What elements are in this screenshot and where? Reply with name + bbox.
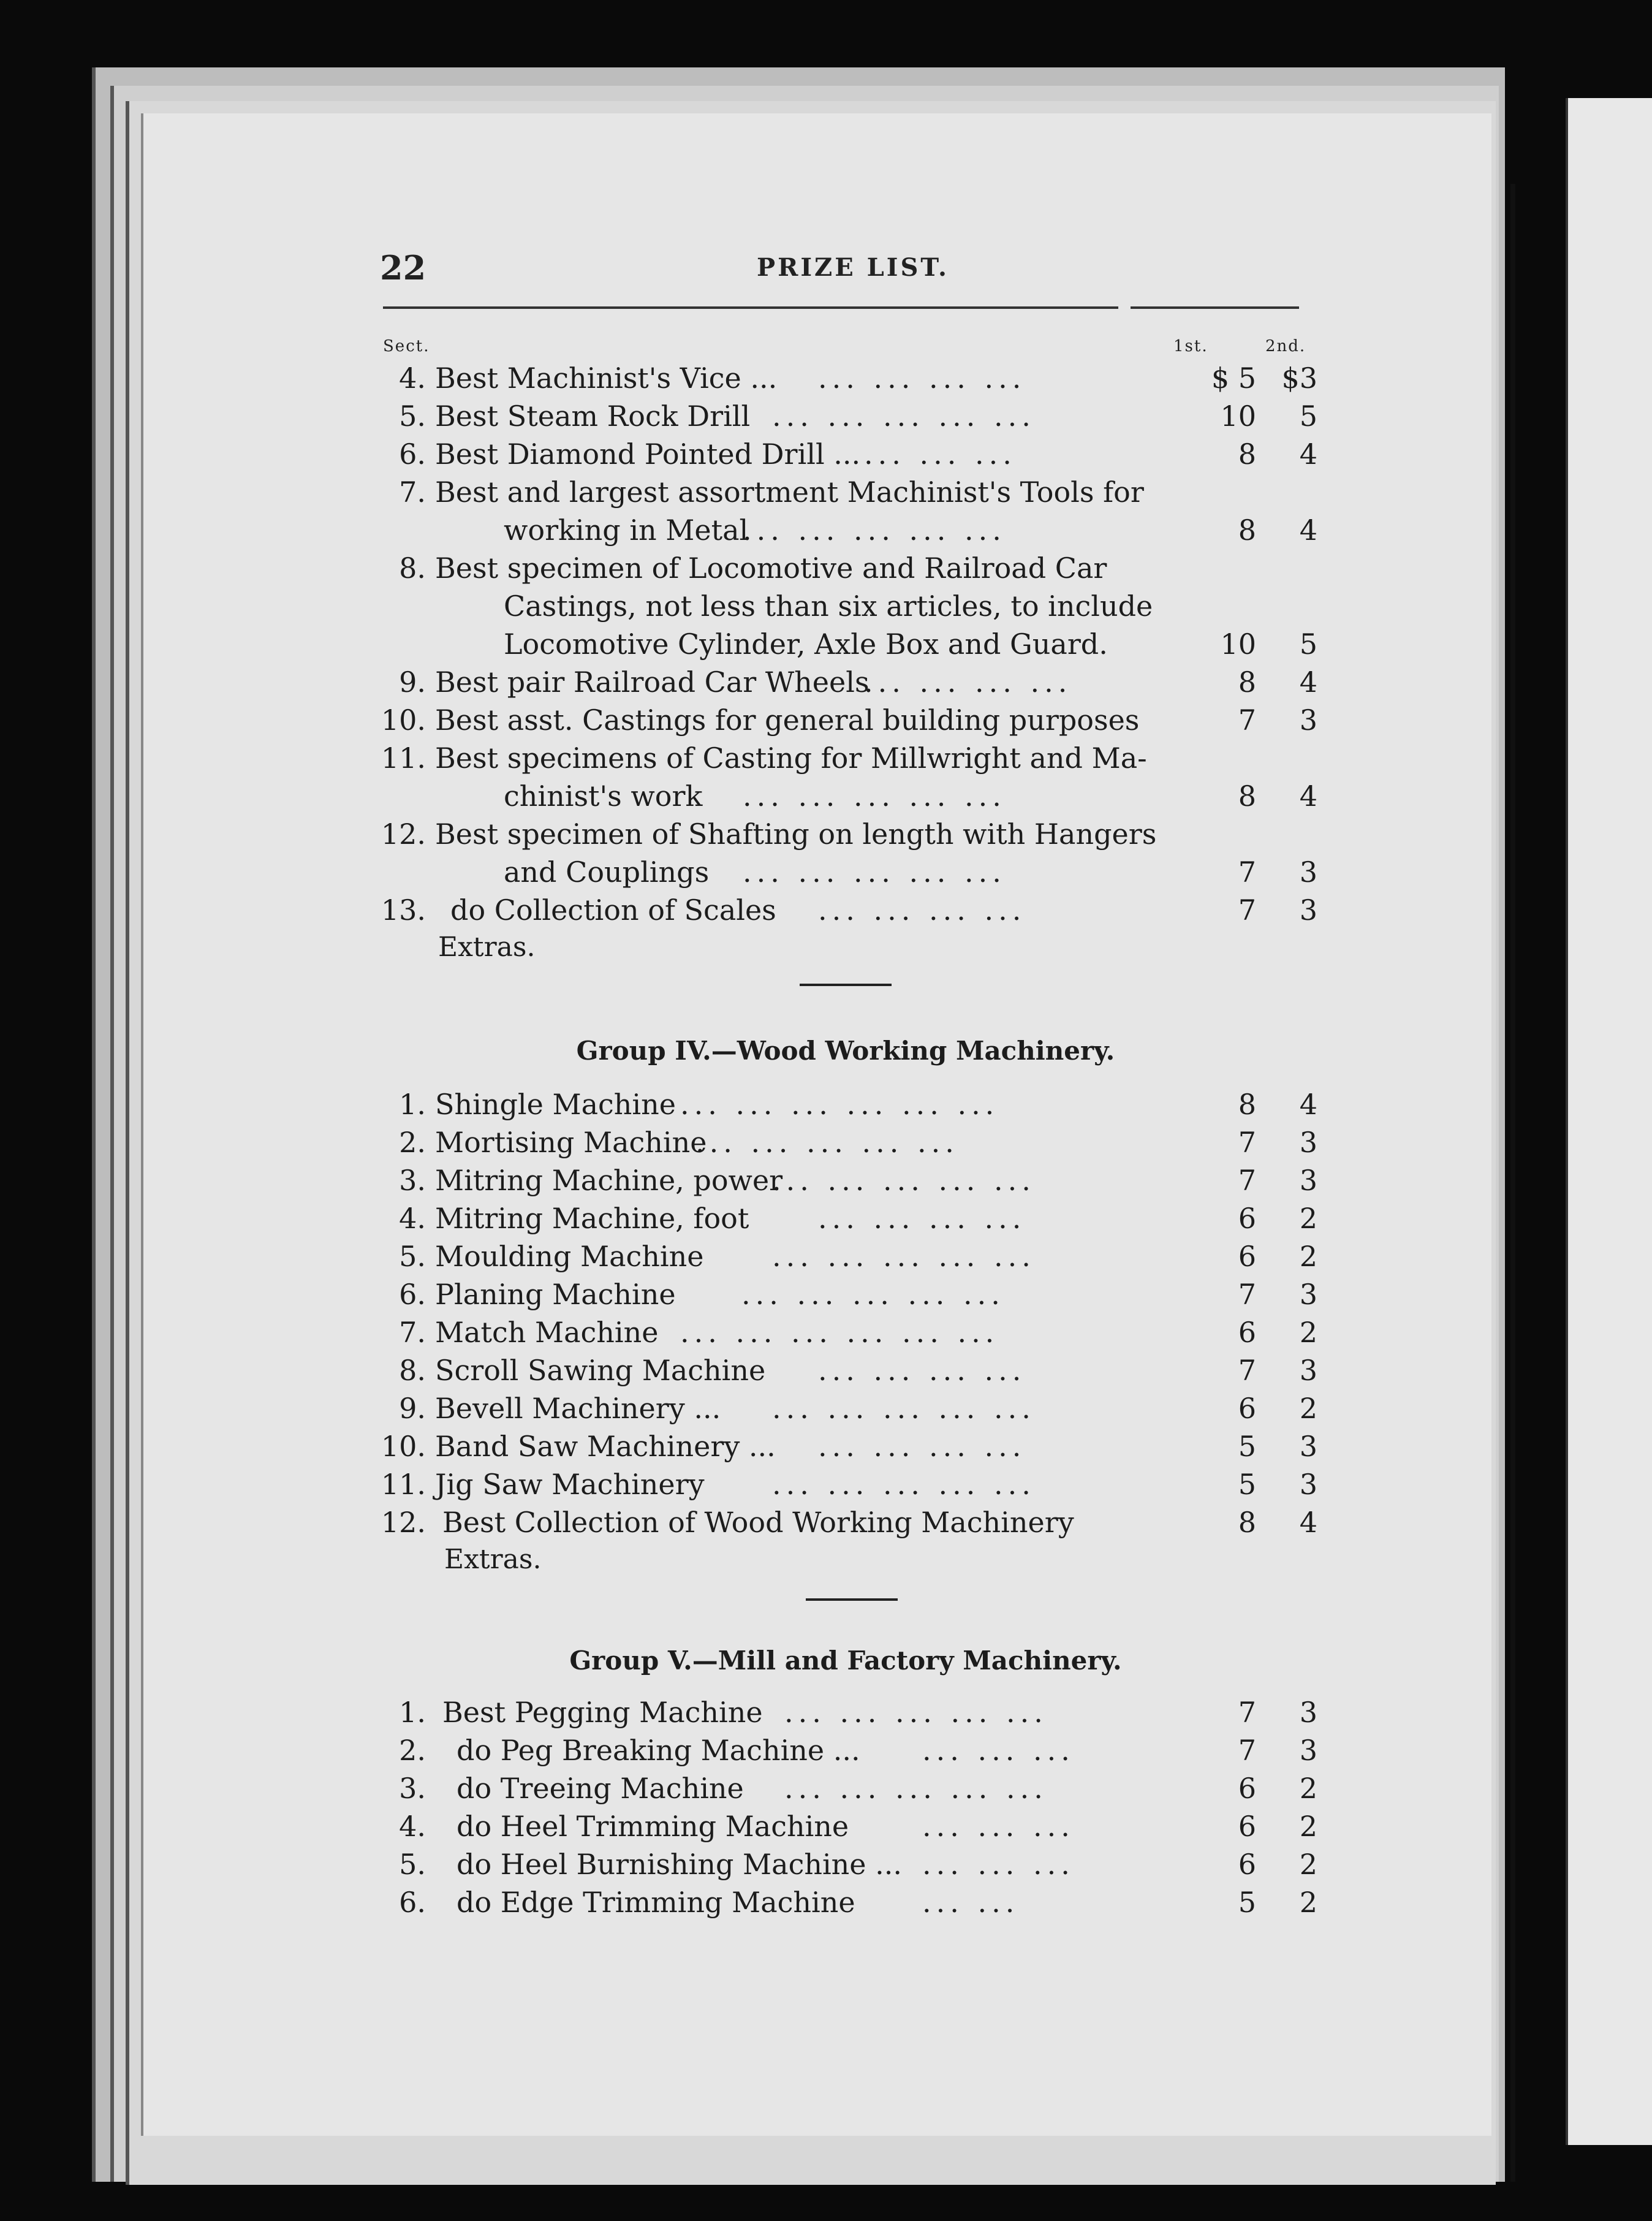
first-prize: 7	[1238, 1164, 1256, 1197]
second-prize: 3	[1299, 894, 1317, 927]
first-prize: 6	[1238, 1240, 1256, 1273]
first-prize: $ 5	[1211, 362, 1256, 395]
second-prize: 4	[1299, 438, 1317, 471]
prize-row	[368, 704, 1324, 742]
column-head-first: 1st.	[1173, 337, 1208, 355]
page-number: 22	[380, 248, 426, 287]
group-heading: Group V.—Mill and Factory Machinery.	[569, 1646, 1122, 1676]
second-prize: 3	[1299, 1354, 1317, 1387]
section-number: 6.	[399, 438, 426, 471]
leader-dots: ... ... ... ... ...	[743, 780, 1006, 813]
first-prize: 8	[1238, 780, 1256, 813]
item-text: Planing Machine	[435, 1278, 676, 1311]
prize-row	[368, 1696, 1324, 1734]
prize-row	[368, 1164, 1324, 1202]
first-prize: 10	[1220, 628, 1256, 661]
item-text: Best Machinist's Vice ...	[435, 362, 778, 395]
leader-dots: ... ... ...	[922, 1810, 1075, 1843]
second-prize: 3	[1299, 1278, 1317, 1311]
prize-row	[368, 1886, 1324, 1924]
leader-dots: ... ... ... ... ...	[772, 1164, 1036, 1197]
first-prize: 7	[1238, 704, 1256, 737]
item-text: do Heel Trimming Machine	[457, 1810, 849, 1843]
item-text: do Heel Burnishing Machine ...	[457, 1848, 903, 1881]
item-text: Locomotive Cylinder, Axle Box and Guard.	[504, 628, 1108, 661]
first-prize: 5	[1238, 1430, 1256, 1463]
first-prize: 8	[1238, 1088, 1256, 1121]
prize-row	[368, 476, 1324, 514]
section-number: 2.	[399, 1126, 426, 1159]
item-text: Best specimens of Casting for Millwright and Ma-	[435, 742, 1147, 775]
second-prize: 2	[1299, 1316, 1317, 1349]
prize-row	[368, 438, 1324, 476]
prize-row	[368, 742, 1324, 780]
group-heading: Group IV.—Wood Working Machinery.	[576, 1036, 1115, 1066]
leader-dots: ... ... ... ... ... ...	[680, 1088, 999, 1121]
second-prize: 4	[1299, 666, 1317, 699]
section-divider	[800, 984, 892, 986]
first-prize: 7	[1238, 1278, 1256, 1311]
running-head: PRIZE LIST.	[757, 253, 949, 282]
leader-dots: ... ... ... ... ...	[772, 1392, 1036, 1425]
section-number: 12.	[381, 1506, 426, 1539]
first-prize: 5	[1238, 1886, 1256, 1919]
prize-row	[368, 1734, 1324, 1772]
item-text: Best specimen of Shafting on length with Hangers	[435, 818, 1157, 851]
section-number: 7.	[399, 476, 426, 509]
first-prize: 8	[1238, 438, 1256, 471]
first-prize: 7	[1238, 1126, 1256, 1159]
leader-dots: ... ... ... ... ...	[784, 1772, 1048, 1805]
second-prize: 2	[1299, 1392, 1317, 1425]
second-prize: 3	[1299, 704, 1317, 737]
item-text: Best specimen of Locomotive and Railroad Car	[435, 552, 1107, 585]
section-number: 11.	[381, 742, 426, 775]
leader-dots: ... ... ... ...	[818, 1354, 1026, 1387]
first-prize: 10	[1220, 400, 1256, 433]
section-number: 8.	[399, 1354, 426, 1387]
second-prize: 2	[1299, 1848, 1317, 1881]
second-prize: 3	[1299, 1126, 1317, 1159]
prize-row	[368, 1240, 1324, 1278]
leader-dots: ... ... ... ...	[818, 1430, 1026, 1463]
prize-row-continuation	[368, 590, 1324, 628]
second-prize: 3	[1299, 1696, 1317, 1729]
first-prize: 5	[1238, 1468, 1256, 1501]
second-prize: 3	[1299, 1164, 1317, 1197]
section-number: 1.	[399, 1088, 426, 1121]
leader-dots: ... ... ... ... ...	[772, 1468, 1036, 1501]
item-text: Mitring Machine, power	[435, 1164, 783, 1197]
item-text: Best Pegging Machine	[442, 1696, 763, 1729]
item-text: Band Saw Machinery ...	[435, 1430, 776, 1463]
prize-row	[368, 1126, 1324, 1164]
second-prize: 3	[1299, 1468, 1317, 1501]
prize-row	[368, 1278, 1324, 1316]
second-prize: 4	[1299, 514, 1317, 547]
leader-dots: ... ... ... ... ...	[743, 514, 1006, 547]
second-prize: 2	[1299, 1810, 1317, 1843]
first-prize: 8	[1238, 514, 1256, 547]
first-prize: 8	[1238, 666, 1256, 699]
section-number: 3.	[399, 1772, 426, 1805]
section-number: 5.	[399, 1240, 426, 1273]
section-number: 13.	[381, 894, 426, 927]
second-prize: 4	[1299, 780, 1317, 813]
section-number: 11.	[381, 1468, 426, 1501]
leader-dots: ... ... ... ...	[818, 362, 1026, 395]
prize-row	[368, 1202, 1324, 1240]
leader-dots: ... ...	[922, 1886, 1020, 1919]
section-number: 5.	[399, 400, 426, 433]
first-prize: 7	[1238, 1734, 1256, 1767]
second-prize: 4	[1299, 1506, 1317, 1539]
prize-row	[368, 666, 1324, 704]
section-number: 6.	[399, 1886, 426, 1919]
leader-dots: ... ... ... ... ...	[741, 1278, 1005, 1311]
prize-row-continuation	[368, 856, 1324, 894]
first-prize: 6	[1238, 1772, 1256, 1805]
leader-dots: ... ... ... ...	[818, 1202, 1026, 1235]
second-prize: 2	[1299, 1886, 1317, 1919]
first-prize: 6	[1238, 1202, 1256, 1235]
item-text: Castings, not less than six articles, to include	[504, 590, 1153, 623]
first-prize: 6	[1238, 1848, 1256, 1881]
prize-row	[368, 400, 1324, 438]
extras-note: Extras.	[438, 932, 536, 963]
prize-row	[368, 894, 1324, 932]
item-text: do Peg Breaking Machine ...	[457, 1734, 860, 1767]
item-text: do Treeing Machine	[457, 1772, 744, 1805]
second-prize: 3	[1299, 1734, 1317, 1767]
extras-note: Extras.	[444, 1544, 542, 1575]
item-text: Best Collection of Wood Working Machinery	[442, 1506, 1074, 1539]
prize-row	[368, 1468, 1324, 1506]
prize-row	[368, 1354, 1324, 1392]
second-prize: 5	[1299, 400, 1317, 433]
prize-row	[368, 1772, 1324, 1810]
item-text: Best and largest assortment Machinist's Tools for	[435, 476, 1144, 509]
item-text: do Edge Trimming Machine	[457, 1886, 855, 1919]
item-text: Mortising Machine	[435, 1126, 707, 1159]
item-text: chinist's work	[504, 780, 703, 813]
first-prize: 6	[1238, 1810, 1256, 1843]
prize-row	[368, 1430, 1324, 1468]
leader-dots: ... ... ... ... ...	[772, 1240, 1036, 1273]
section-number: 10.	[381, 1430, 426, 1463]
first-prize: 7	[1238, 1696, 1256, 1729]
prize-row	[368, 552, 1324, 590]
prize-row	[368, 818, 1324, 856]
prize-row-continuation	[368, 628, 1324, 666]
second-prize: 3	[1299, 1430, 1317, 1463]
second-prize: 2	[1299, 1240, 1317, 1273]
second-prize: 2	[1299, 1772, 1317, 1805]
section-number: 10.	[381, 704, 426, 737]
first-prize: 8	[1238, 1506, 1256, 1539]
item-text: and Couplings	[504, 856, 710, 889]
section-number: 6.	[399, 1278, 426, 1311]
prize-row	[368, 1316, 1324, 1354]
first-prize: 6	[1238, 1392, 1256, 1425]
column-head-second: 2nd.	[1265, 337, 1306, 355]
item-text: Bevell Machinery ...	[435, 1392, 721, 1425]
item-text: Jig Saw Machinery	[435, 1468, 705, 1501]
section-number: 4.	[399, 362, 426, 395]
section-number: 8.	[399, 552, 426, 585]
item-text: Match Machine	[435, 1316, 659, 1349]
section-divider	[806, 1598, 898, 1601]
section-number: 9.	[399, 666, 426, 699]
leader-dots: ... ... ...	[922, 1734, 1075, 1767]
section-number: 4.	[399, 1202, 426, 1235]
first-prize: 7	[1238, 1354, 1256, 1387]
section-number: 7.	[399, 1316, 426, 1349]
first-prize: 7	[1238, 856, 1256, 889]
leader-dots: ... ... ... ... ...	[772, 400, 1036, 433]
prize-row	[368, 1810, 1324, 1848]
prize-row	[368, 1506, 1324, 1544]
leader-dots: ... ... ... ...	[818, 894, 1026, 927]
second-prize: $3	[1281, 362, 1317, 395]
item-text: Shingle Machine	[435, 1088, 676, 1121]
section-number: 5.	[399, 1848, 426, 1881]
item-text: Mitring Machine, foot	[435, 1202, 749, 1235]
prize-row-continuation	[368, 780, 1324, 818]
item-text: Moulding Machine	[435, 1240, 704, 1273]
prize-row	[368, 1848, 1324, 1886]
section-number: 4.	[399, 1810, 426, 1843]
section-number: 9.	[399, 1392, 426, 1425]
item-text: working in Metal	[504, 514, 749, 547]
section-number: 12.	[381, 818, 426, 851]
item-text: Best Diamond Pointed Drill ...	[435, 438, 861, 471]
leader-dots: ... ... ... ...	[864, 666, 1072, 699]
leader-dots: ... ... ... ... ...	[695, 1126, 959, 1159]
section-number: 2.	[399, 1734, 426, 1767]
second-prize: 2	[1299, 1202, 1317, 1235]
prize-row	[368, 362, 1324, 400]
section-number: 3.	[399, 1164, 426, 1197]
prize-row	[368, 1088, 1324, 1126]
leader-dots: ... ... ...	[864, 438, 1017, 471]
second-prize: 5	[1299, 628, 1317, 661]
second-prize: 4	[1299, 1088, 1317, 1121]
leader-dots: ... ... ...	[922, 1848, 1075, 1881]
item-text: Best asst. Castings for general building purposes	[435, 704, 1140, 737]
item-text: Best Steam Rock Drill	[435, 400, 751, 433]
leader-dots: ... ... ... ... ... ...	[680, 1316, 999, 1349]
first-prize: 6	[1238, 1316, 1256, 1349]
column-head-sect: Sect.	[383, 337, 430, 355]
first-prize: 7	[1238, 894, 1256, 927]
leader-dots: ... ... ... ... ...	[743, 856, 1006, 889]
second-prize: 3	[1299, 856, 1317, 889]
item-text: do Collection of Scales	[450, 894, 776, 927]
prize-row-continuation	[368, 514, 1324, 552]
item-text: Best pair Railroad Car Wheels	[435, 666, 870, 699]
prize-row	[368, 1392, 1324, 1430]
section-number: 1.	[399, 1696, 426, 1729]
leader-dots: ... ... ... ... ...	[784, 1696, 1048, 1729]
item-text: Scroll Sawing Machine	[435, 1354, 766, 1387]
